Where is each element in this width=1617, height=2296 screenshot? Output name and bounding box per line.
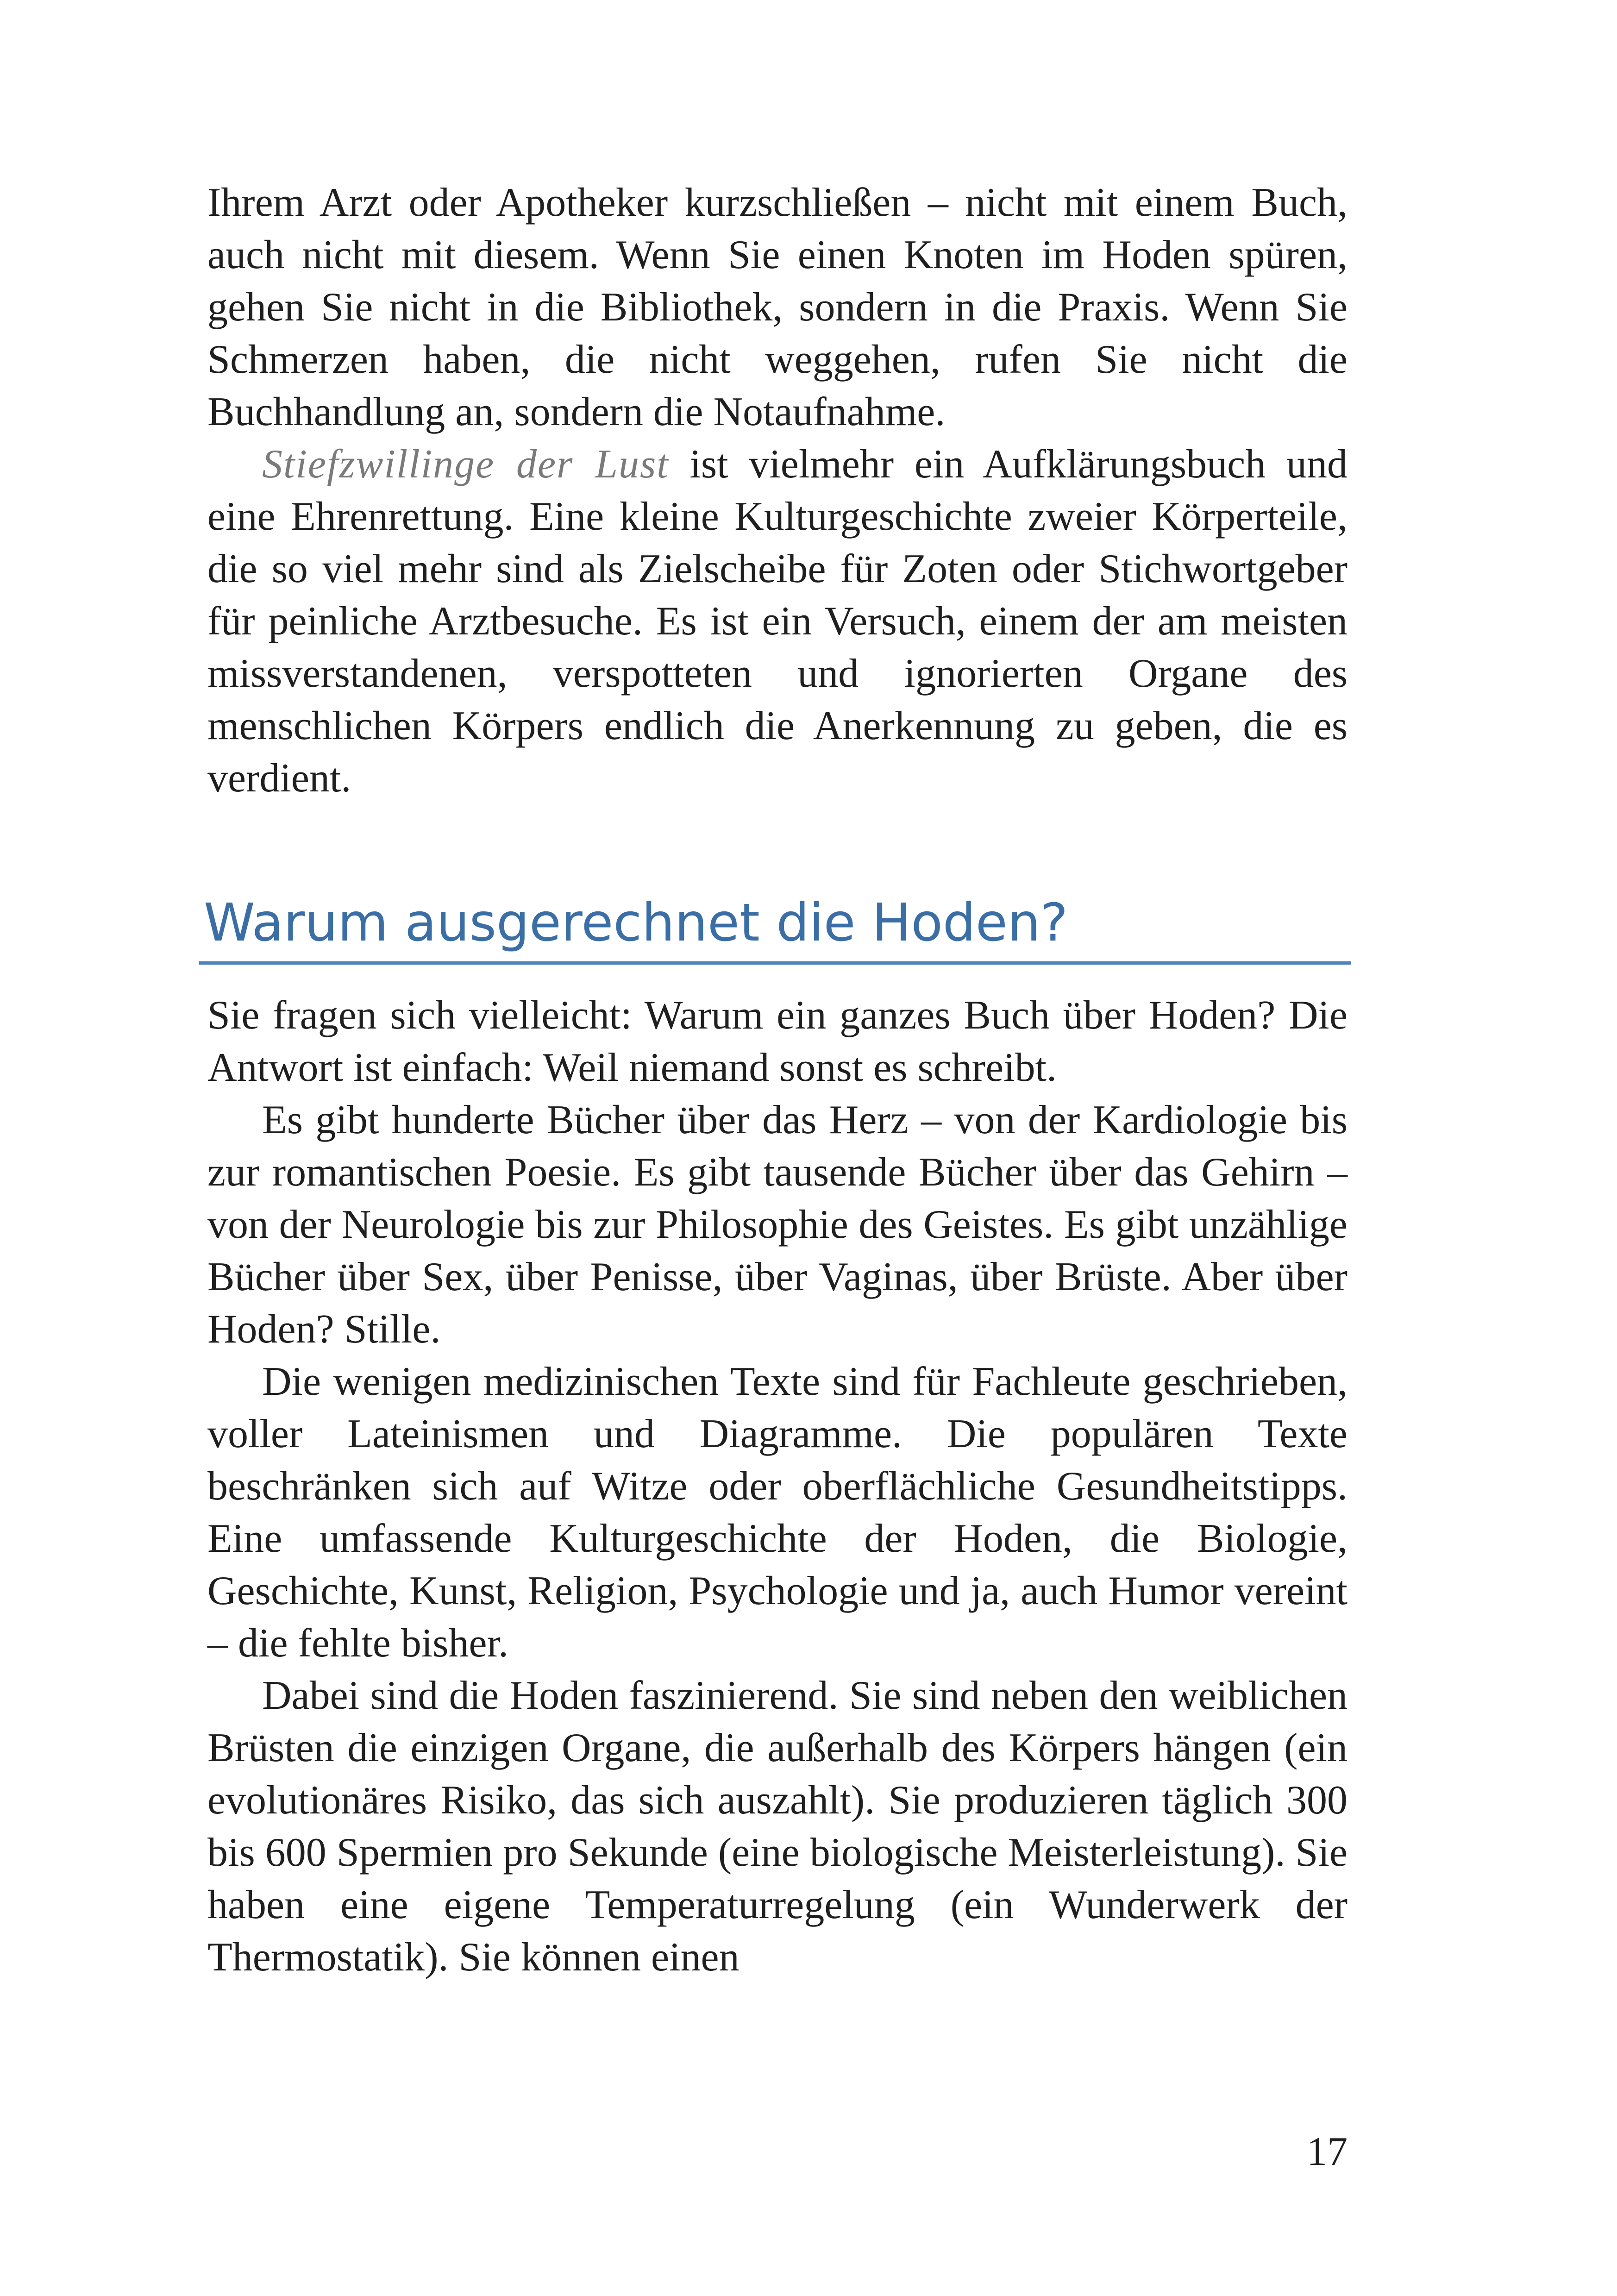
section-heading: Warum ausgerechnet die Hoden? [204, 893, 1068, 953]
paragraph-text: ist vielmehr ein Aufklärungsbuch und eine Ehrenrettung. Eine kleine Kulturgeschichte zweier Körperteile, die so viel mehr sind als Zielscheibe für Zoten oder Stichwortgeber für peinliche Arztbesuche. Es ist ein Versuch, einem der am meisten missverstandenen, verspotteten und ignorierten Organe des menschlichen Körpers endlich die Anerkennung zu geben, die es verdient. [207, 442, 1348, 801]
book-title: Stiefzwillinge der Lust [262, 442, 669, 487]
paragraph: Die wenigen medizinischen Texte sind für Fachleute geschrieben, voller Lateinismen und Diagramme. Die populären Texte beschränken sich auf Witze oder oberflächliche Gesundheitstipps. Eine umfassende Kulturgeschichte der Hoden, die Biologie, Geschichte, Kunst, Religion, Psychologie und ja, auch Humor vereint – die fehlte bisher. [207, 1359, 1348, 1666]
paragraph: Es gibt hunderte Bücher über das Herz – von der Kardiologie bis zur romantischen Poesie. Es gibt tausende Bücher über das Gehirn – von der Neurologie bis zur Philosophie des Geistes. Es gibt unzählige Bücher über Sex, über Penisse, über Vaginas, über Brüste. Aber über Hoden? Stille. [207, 1098, 1348, 1352]
paragraph: Sie fragen sich vielleicht: Warum ein ganzes Buch über Hoden? Die Antwort ist einfach: Weil niemand sonst es schreibt. [207, 993, 1348, 1090]
section-text-block [207, 989, 1348, 1983]
paragraph: Ihrem Arzt oder Apotheker kurzschließen – nicht mit einem Buch, auch nicht mit diesem. Wenn Sie einen Knoten im Hoden spüren, gehen Sie nicht in die Bibliothek, sondern in die Praxis. Wenn Sie Schmerzen haben, die nicht weggehen, rufen Sie nicht die Buchhandlung an, sondern die Notaufnahme. [207, 180, 1348, 434]
top-text-block [207, 176, 1348, 804]
heading-underline [199, 961, 1351, 965]
section-heading-block [199, 888, 1351, 965]
paragraph: Dabei sind die Hoden faszinierend. Sie sind neben den weiblichen Brüsten die einzigen Organe, die außerhalb des Körpers hängen (ein evolutionäres Risiko, das sich auszahlt). Sie produzieren täglich 300 bis 600 Spermien pro Sekunde (eine biologische Meisterleistung). Sie haben eine eigene Temperaturregelung (ein Wunderwerk der Thermostatik). Sie können einen [207, 1673, 1348, 1980]
page-number: 17 [1307, 2129, 1348, 2174]
paragraph [207, 438, 1348, 804]
